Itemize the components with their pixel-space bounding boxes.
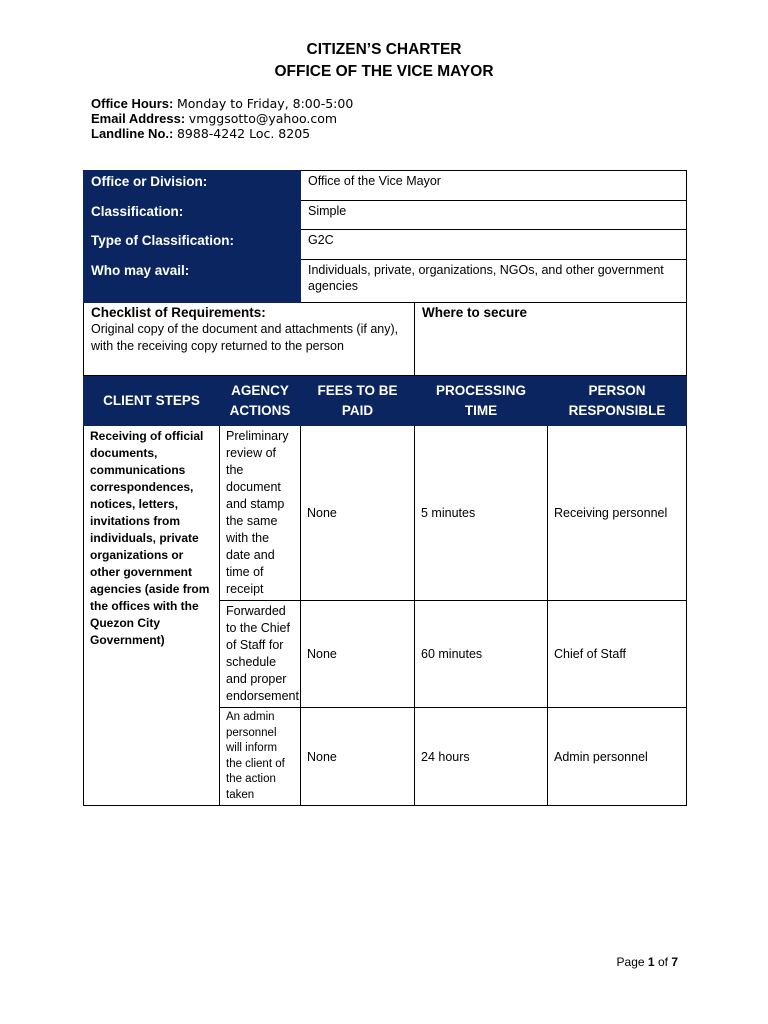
client-steps-header: CLIENT STEPS xyxy=(84,376,220,426)
detail-row xyxy=(84,201,687,230)
office-hours xyxy=(91,96,353,112)
checklist-text: Original copy of the document and attachments (if any), with the receiving copy returned to the person xyxy=(91,322,399,353)
fees-header: FEES TO BE PAID xyxy=(301,376,415,426)
landline-value: 8988-4242 Loc. 8205 xyxy=(176,126,311,141)
checklist-label: Checklist of Requirements: xyxy=(91,305,266,320)
processing-time-header: PROCESSING TIME xyxy=(415,376,548,426)
processing-time-value: 5 minutes xyxy=(415,426,548,601)
agency-action: Preliminary review of the document and stamp the same with the date and time of receipt xyxy=(220,426,301,601)
page-word: Page xyxy=(616,955,645,969)
page-current: 1 xyxy=(647,955,655,969)
office-hours-label: Office Hours: xyxy=(91,96,174,111)
detail-row xyxy=(84,230,687,260)
where-to-secure-label: Where to secure xyxy=(415,303,687,376)
agency-actions-header: AGENCY ACTIONS xyxy=(220,376,301,426)
landline xyxy=(91,126,310,142)
of-word: of xyxy=(657,955,668,969)
processing-time-value: 60 minutes xyxy=(415,601,548,708)
email-label: Email Address: xyxy=(91,111,186,126)
email-address xyxy=(91,111,337,127)
person-responsible-header: PERSON RESPONSIBLE xyxy=(548,376,687,426)
processing-time-value: 24 hours xyxy=(415,708,548,806)
person-responsible-value: Admin personnel xyxy=(548,708,687,806)
agency-action: Forwarded to the Chief of Staff for schedule and proper endorsement xyxy=(220,601,301,708)
landline-label: Landline No.: xyxy=(91,126,174,141)
who-may-avail-value: Individuals, private, organizations, NGOs, and other government agencies xyxy=(301,260,687,303)
type-classification-value: G2C xyxy=(301,230,687,260)
type-classification-label: Type of Classification: xyxy=(84,230,301,260)
person-responsible-value: Receiving personnel xyxy=(548,426,687,601)
fee-value: None xyxy=(301,601,415,708)
email-value: vmggsotto@yahoo.com xyxy=(188,111,338,126)
page-number xyxy=(617,955,678,969)
person-responsible-value: Chief of Staff xyxy=(548,601,687,708)
office-hours-value: Monday to Friday, 8:00-5:00 xyxy=(176,96,354,111)
checklist-cell xyxy=(84,303,415,376)
page-total: 7 xyxy=(671,955,678,969)
classification-value: Simple xyxy=(301,201,687,230)
client-step-text: Receiving of official documents, communications correspondences, notices, letters, invitations from individuals, private organizations or other government agencies (aside from the offices with the Quezon City Government) xyxy=(84,426,220,806)
fee-value: None xyxy=(301,708,415,806)
office-title: OFFICE OF THE VICE MAYOR xyxy=(274,63,494,80)
detail-row xyxy=(84,260,687,303)
document-title: CITIZEN’S CHARTER xyxy=(306,41,462,58)
who-may-avail-label: Who may avail: xyxy=(84,260,301,303)
charter-table xyxy=(83,170,687,806)
classification-label: Classification: xyxy=(84,201,301,230)
fee-value: None xyxy=(301,426,415,601)
office-division-value: Office of the Vice Mayor xyxy=(301,171,687,201)
agency-action: An admin personnel will inform the client of the action taken xyxy=(220,708,301,806)
checklist-row xyxy=(84,303,687,376)
detail-row xyxy=(84,171,687,201)
steps-header-row xyxy=(84,376,687,426)
office-division-label: Office or Division: xyxy=(84,171,301,201)
table-row xyxy=(84,426,687,601)
